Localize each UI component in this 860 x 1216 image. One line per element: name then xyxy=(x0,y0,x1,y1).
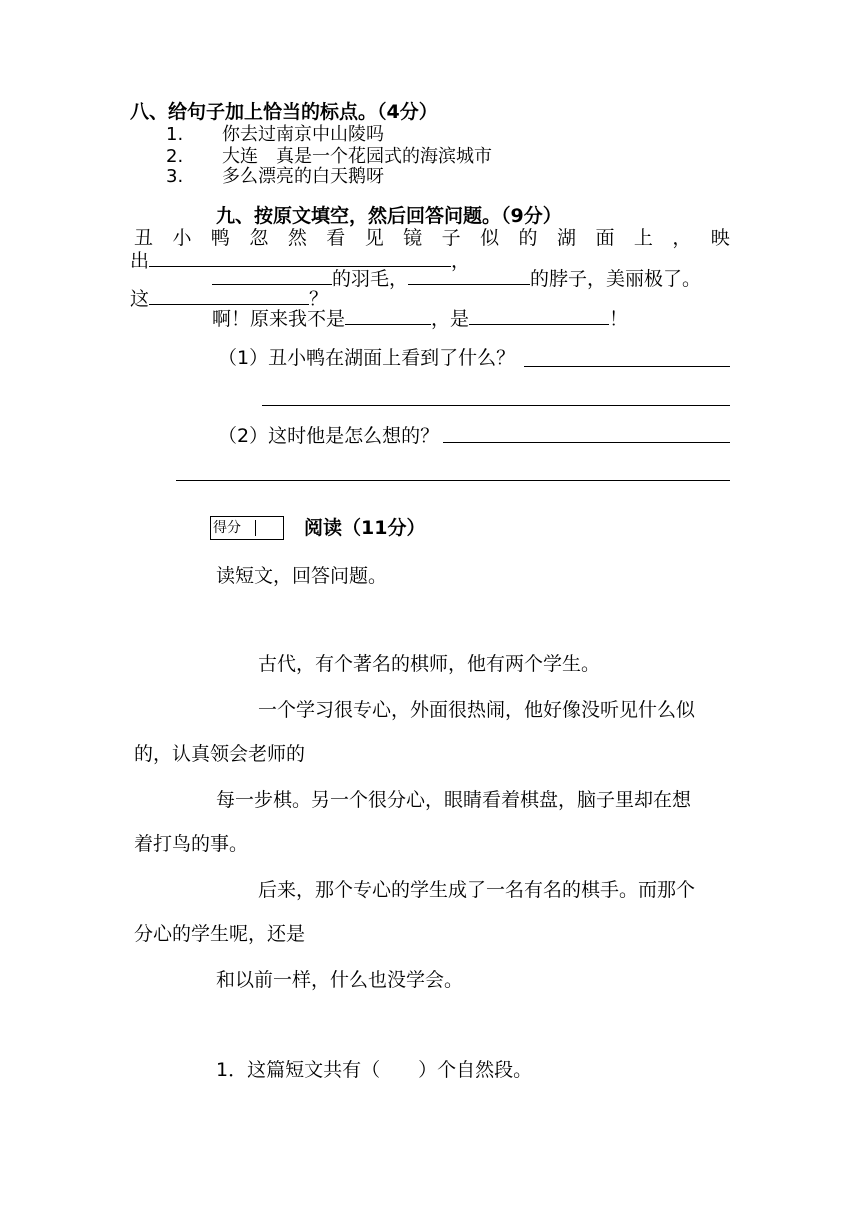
char: 的 xyxy=(518,227,538,249)
char: 面 xyxy=(595,227,615,249)
score-box[interactable] xyxy=(210,516,284,540)
fill-blank-4[interactable] xyxy=(149,286,309,305)
char: ， xyxy=(672,227,692,249)
answer-line-q1-a[interactable] xyxy=(524,366,730,367)
char: 映 xyxy=(710,227,730,249)
fill-blank-6[interactable] xyxy=(469,306,609,325)
section9-line5 xyxy=(212,306,628,331)
passage-paragraph-2-line-1: 一个学习很专心，外面很热闹，他好像没听见什么似 xyxy=(258,699,696,721)
char: 看 xyxy=(326,227,346,249)
passage-paragraph-1: 古代，有个著名的棋师，他有两个学生。 xyxy=(258,653,601,675)
section8-item-3-num: 3. xyxy=(166,166,184,187)
char: 似 xyxy=(480,227,500,249)
section9-title: 九、按原文填空，然后回答问题。（9分） xyxy=(216,205,562,227)
section8-item-2-num: 2. xyxy=(166,146,184,167)
score-label: 得分 xyxy=(213,520,241,536)
line4-prefix: 这 xyxy=(130,288,150,310)
reading-instruction: 读短文，回答问题。 xyxy=(216,565,388,587)
char: 上 xyxy=(633,227,653,249)
char: 忽 xyxy=(249,227,269,249)
char: 镜 xyxy=(403,227,423,249)
fill-blank-3[interactable] xyxy=(408,266,530,285)
char: 湖 xyxy=(556,227,576,249)
line2-prefix: 出 xyxy=(130,250,150,272)
passage-paragraph-3-line-1: 每一步棋。另一个很分心，眼睛看着棋盘，脑子里却在想 xyxy=(216,789,692,811)
section8-item-1-num: 1. xyxy=(166,124,184,145)
section9-question-2: （2）这时他是怎么想的？ xyxy=(218,425,440,447)
section8-item-2-text: 大连 真是一个花园式的海滨城市 xyxy=(222,146,492,167)
char: 丑 xyxy=(134,227,154,249)
char: 子 xyxy=(441,227,461,249)
section9-line1 xyxy=(134,226,730,250)
line4-suffix: ？ xyxy=(309,288,329,310)
char: 鸭 xyxy=(210,227,230,249)
score-cell-divider xyxy=(255,520,256,536)
passage-paragraph-5: 和以前一样，什么也没学会。 xyxy=(216,969,464,991)
line5-end: ！ xyxy=(609,308,629,330)
fill-blank-1[interactable] xyxy=(149,248,451,267)
section8-title: 八、给句子加上恰当的标点。（4分） xyxy=(130,101,438,123)
line5-mid: ，是 xyxy=(431,308,470,330)
reading-title: 阅读（11分） xyxy=(304,517,426,539)
line5-prefix: 啊！原来我不是 xyxy=(212,308,346,330)
answer-line-q1-b[interactable] xyxy=(262,405,730,406)
passage-paragraph-4-line-1: 后来，那个专心的学生成了一名有名的棋手。而那个 xyxy=(258,879,696,901)
line3-end: 的脖子，美丽极了。 xyxy=(530,268,702,290)
answer-line-q2-a[interactable] xyxy=(443,442,730,443)
section8-item-1-text: 你去过南京中山陵吗 xyxy=(222,124,384,145)
char: 然 xyxy=(287,227,307,249)
char: 见 xyxy=(364,227,384,249)
char: 小 xyxy=(172,227,192,249)
reading-question-1: 1．这篇短文共有（ ）个自然段。 xyxy=(216,1059,533,1081)
section8-item-3-text: 多么漂亮的白天鹅呀 xyxy=(222,166,384,187)
passage-paragraph-4-line-2: 分心的学生呢，还是 xyxy=(134,923,306,945)
fill-blank-5[interactable] xyxy=(345,306,431,325)
passage-paragraph-3-line-2: 着打鸟的事。 xyxy=(134,833,249,855)
line3-mid: 的羽毛， xyxy=(332,268,409,290)
passage-paragraph-2-line-2: 的，认真领会老师的 xyxy=(134,743,306,765)
line2-suffix: ， xyxy=(451,250,471,272)
answer-line-q2-b[interactable] xyxy=(176,480,730,481)
fill-blank-2[interactable] xyxy=(212,266,332,285)
section9-question-1: （1）丑小鸭在湖面上看到了什么？ xyxy=(218,347,516,369)
